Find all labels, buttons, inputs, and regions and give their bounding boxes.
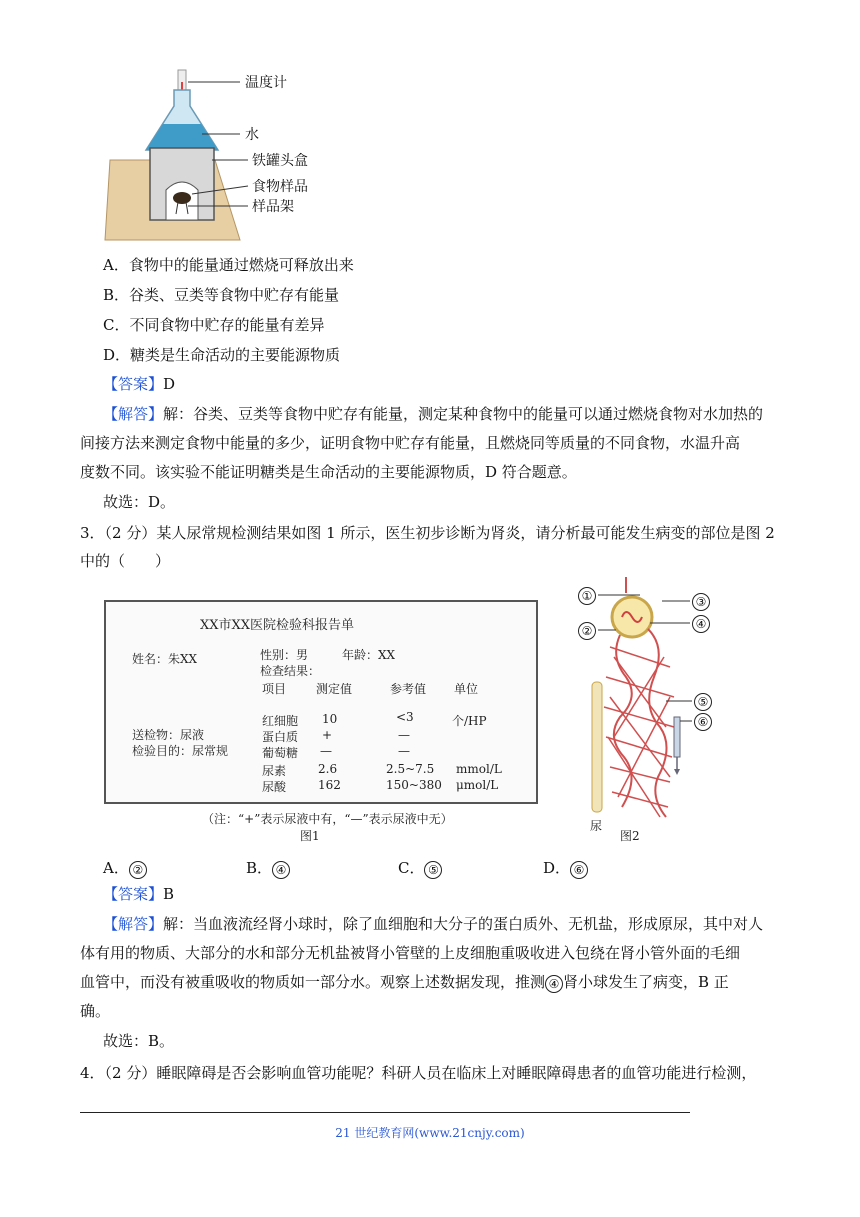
nephron-mark-4: ④ <box>692 615 710 633</box>
report-row-2-value: + <box>322 728 333 742</box>
q2-option-a: A．食物中的能量通过燃烧可释放出来 <box>103 256 354 274</box>
nephron-mark-5: ⑤ <box>694 693 712 711</box>
q3-option-a: A． ② <box>103 857 147 879</box>
footer-rule <box>80 1112 690 1113</box>
figure-1-caption: 图1 <box>300 829 320 843</box>
q2-analysis-line-1: 【解答】解：谷类、豆类等食物中贮存有能量，测定某种食物中的能量可以通过燃烧食物对水加热的 <box>103 405 764 423</box>
report-purpose: 检验目的：尿常规 <box>132 744 229 758</box>
q3-analysis-line-1: 【解答】解：当血液流经肾小球时，除了血细胞和大分子的蛋白质外、无机盐，形成原尿，其中对人 <box>103 915 764 933</box>
report-row-2-item: 蛋白质 <box>262 730 299 744</box>
nephron-mark-1: ① <box>578 587 596 605</box>
nephron-mark-2: ② <box>578 622 596 640</box>
report-row-1-unit: 个/HP <box>452 714 487 728</box>
report-specimen: 送检物：尿液 <box>132 728 205 742</box>
q3-answer: 【答案】B <box>103 885 175 903</box>
report-row-5-value: 162 <box>318 778 341 792</box>
q2-option-b: B．谷类、豆类等食物中贮存有能量 <box>103 286 340 304</box>
nephron-figure <box>570 577 716 845</box>
q2-choose: 故选：D。 <box>103 493 176 511</box>
q3-option-d: D． ⑥ <box>543 857 588 879</box>
q3-choose: 故选：B。 <box>103 1032 175 1050</box>
label-thermometer: 温度计 <box>245 75 287 91</box>
q2-analysis-line-3: 度数不同。该实验不能证明糖类是生命活动的主要能源物质，D 符合题意。 <box>80 463 577 481</box>
label-sample-rack: 样品架 <box>252 199 294 215</box>
q2-option-d: D．糖类是生命活动的主要能源物质 <box>103 346 341 364</box>
report-header-item: 项目 <box>262 682 287 696</box>
report-row-4-value: 2.6 <box>318 762 338 776</box>
report-row-3-item: 葡萄糖 <box>262 746 299 760</box>
q3-analysis-line-2: 体有用的物质、大部分的水和部分无机盐被肾小管壁的上皮细胞重吸收进入包绕在肾小管外面的毛细 <box>80 944 741 962</box>
report-row-4-item: 尿素 <box>262 764 287 778</box>
nephron-mark-6: ⑥ <box>694 713 712 731</box>
q4-stem: 4．（2 分）睡眠障碍是否会影响血管功能呢？科研人员在临床上对睡眠障碍患者的血管功能进行检测， <box>80 1064 757 1082</box>
report-row-3-value: — <box>320 744 332 758</box>
report-row-1-value: 10 <box>322 712 338 726</box>
report-results-label: 检查结果： <box>260 664 321 678</box>
q3-stem-line-2: 中的（ ） <box>80 552 171 570</box>
q3-option-c: C． ⑤ <box>398 857 442 879</box>
q3-analysis-line-4: 确。 <box>80 1002 111 1020</box>
figure-2-caption: 图2 <box>620 829 640 843</box>
report-row-4-unit: mmol/L <box>456 762 502 776</box>
q3-option-b: B． ④ <box>246 857 290 879</box>
report-name: 姓名：朱XX <box>132 652 198 666</box>
q2-option-c: C．不同食物中贮存的能量有差异 <box>103 316 325 334</box>
report-header-unit: 单位 <box>454 682 479 696</box>
report-row-4-reference: 2.5~7.5 <box>386 762 435 776</box>
report-note: （注：“+”表示尿液中有，“—”表示尿液中无） <box>202 812 453 826</box>
urine-label: 尿 <box>590 819 603 833</box>
label-food-sample: 食物样品 <box>252 179 308 195</box>
report-header-reference: 参考值 <box>390 682 427 696</box>
report-row-1-reference: <3 <box>396 710 414 724</box>
report-gender: 性别：男 <box>260 648 309 662</box>
lab-report-figure <box>104 600 538 804</box>
report-age: 年龄：XX <box>342 648 396 662</box>
q3-analysis-line-3: 血管中，而没有被重吸收的物质如一部分水。观察上述数据发现，推测 ④ 肾小球发生了病变，B 正 <box>80 973 729 991</box>
q3-stem-line-1: 3．（2 分）某人尿常规检测结果如图 1 所示，医生初步诊断为肾炎，请分析最可能发生病变的部位是图 2 <box>80 524 775 542</box>
report-header-value: 测定值 <box>316 682 353 696</box>
report-title: XX市XX医院检验科报告单 <box>200 618 355 633</box>
report-row-3-reference: — <box>398 744 410 758</box>
label-tin-can: 铁罐头盒 <box>252 153 308 169</box>
label-water: 水 <box>245 127 259 143</box>
footer-watermark: 21 世纪教育网(www.21cnjy.com) <box>335 1126 525 1140</box>
report-row-5-reference: 150~380 <box>386 778 442 792</box>
report-row-2-reference: — <box>398 728 410 742</box>
apparatus-figure <box>100 62 340 247</box>
q2-answer: 【答案】D <box>103 375 176 393</box>
report-row-5-unit: μmol/L <box>456 778 499 792</box>
report-row-1-item: 红细胞 <box>262 714 299 728</box>
nephron-mark-3: ③ <box>692 593 710 611</box>
q2-analysis-line-2: 间接方法来测定食物中能量的多少，证明食物中贮存有能量，且燃烧同等质量的不同食物，水温升高 <box>80 434 741 452</box>
report-row-5-item: 尿酸 <box>262 780 287 794</box>
